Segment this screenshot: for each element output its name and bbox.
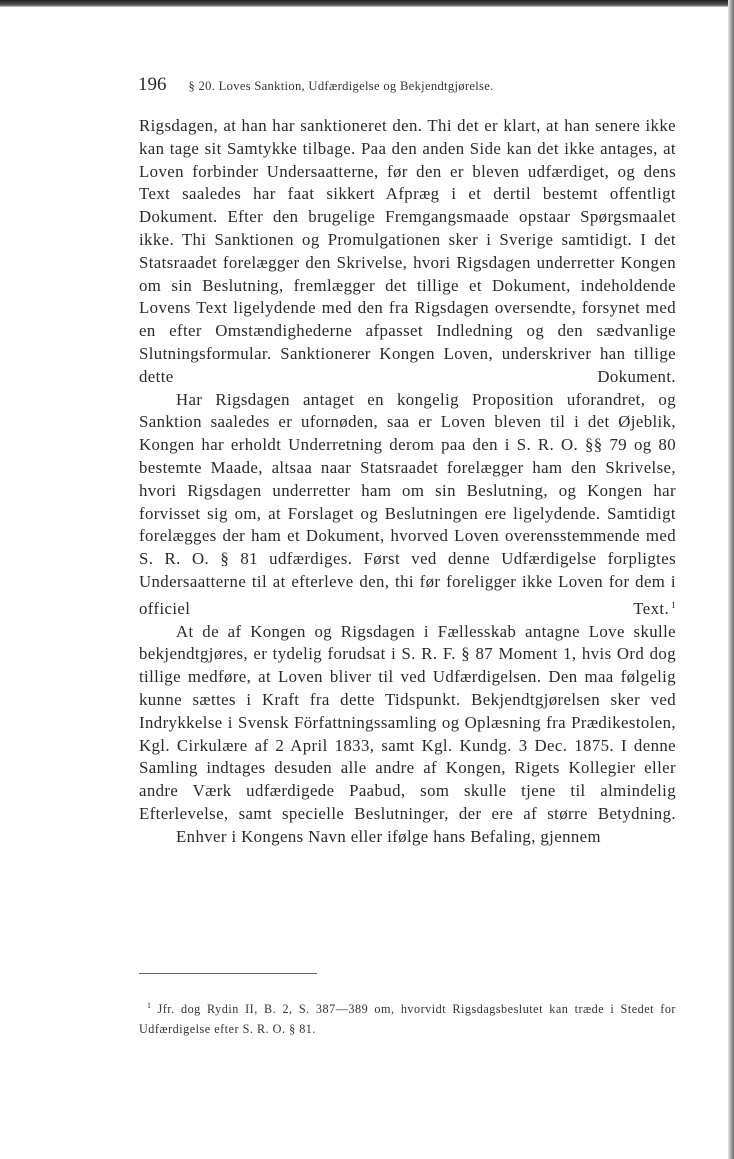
footnote-text: Jfr. dog Rydin II, B. 2, S. 387—389 om, hvorvidt Rigsdagsbeslutet kan træde i Stedet for Udfærdigelse efter S. R. O. § 81. — [139, 1002, 676, 1036]
paragraph — [139, 389, 676, 621]
body-text — [139, 115, 676, 849]
paragraph-text: Har Rigsdagen antaget en kongelig Proposition uforandret, og Sanktion saaledes er ufornøden, saa er Loven bleven til i det Øjeblik, Kongen har erholdt Underretning derom paa den i S. R. O. §§ 79 og 80 bestemte Maade, altsaa naar Statsraadet forelægger ham den Skrivelse, hvori Rigsdagen underretter ham om sin Beslutning, og Kongen har forvisset sig om, at Forslaget og Beslutningen ere ligelydende. Samtidigt forelægges der ham et Dokument, hvorved Loven overensstemmende med S. R. O. § 81 udfærdiges. Først ved denne Udfærdigelse forpligtes Undersaatterne til at efterleve den, thi før foreligger ikke Loven for dem i officiel Text. — [139, 389, 676, 618]
paragraph: At de af Kongen og Rigsdagen i Fællesskab antagne Love skulle bekjendtgjøres, er tydelig forudsat i S. R. F. § 87 Moment 1, hvis Ord dog tillige medføre, at Loven bliver til ved Udfærdigelsen. Den maa følgelig kunne sættes i Kraft fra dette Tidspunkt. Bekjendtgjørelsen sker ved Indrykkelse i Svensk Författningssamling og Oplæsning fra Prædikestolen, Kgl. Cirkulære af 2 April 1833, samt Kgl. Kundg. 3 Dec. 1875. I denne Samling indtages desuden alle andre af Kongen, Rigets Kollegier eller andre Værk udfærdigede Paabud, som skulle tjene til almindelig Efterlevelse, samt specielle Beslutninger, der ere af større Betydning. — [139, 621, 676, 823]
running-head-title: § 20. Loves Sanktion, Udfærdigelse og Bekjendtgjørelse. — [188, 79, 494, 93]
footnote-divider — [139, 973, 317, 974]
footnote-marker: 1 — [147, 1001, 152, 1010]
footnote-reference: 1 — [671, 599, 676, 610]
paragraph: Enhver i Kongens Navn eller ifølge hans Befaling, gjennem — [176, 826, 601, 846]
scan-edge-top — [0, 0, 734, 7]
footnote — [139, 996, 676, 1039]
running-head — [138, 74, 678, 96]
footnotes — [139, 996, 676, 1039]
page-number: 196 — [138, 74, 167, 95]
paragraph: Rigsdagen, at han har sanktioneret den. Thi det er klart, at han senere ikke kan tage sit Samtykke tilbage. Paa den anden Side kan det ikke antages, at Loven forbinder Undersaatterne, før den er bleven udfærdiget, og dens Text saaledes har faat sikkert Afpræg i et dertil bestemt offentligt Dokument. Efter den brugelige Fremgangsmaade opstaar Spørgsmaalet ikke. Thi Sanktionen og Promulgationen sker i Sverige samtidigt. I det Statsraadet forelægger den Skrivelse, hvori Rigsdagen underretter Kongen om sin Beslutning, fremlægger det tillige et Dokument, indeholdende Lovens Text ligelydende med den fra Rigsdagen oversendte, forsynet med en efter Omstændighederne afpasset Indledning og den sædvanlige Slutningsformular. Sanktionerer Kongen Loven, underskriver han tillige dette Dokument. — [139, 116, 676, 386]
scan-edge-right — [728, 0, 734, 1159]
